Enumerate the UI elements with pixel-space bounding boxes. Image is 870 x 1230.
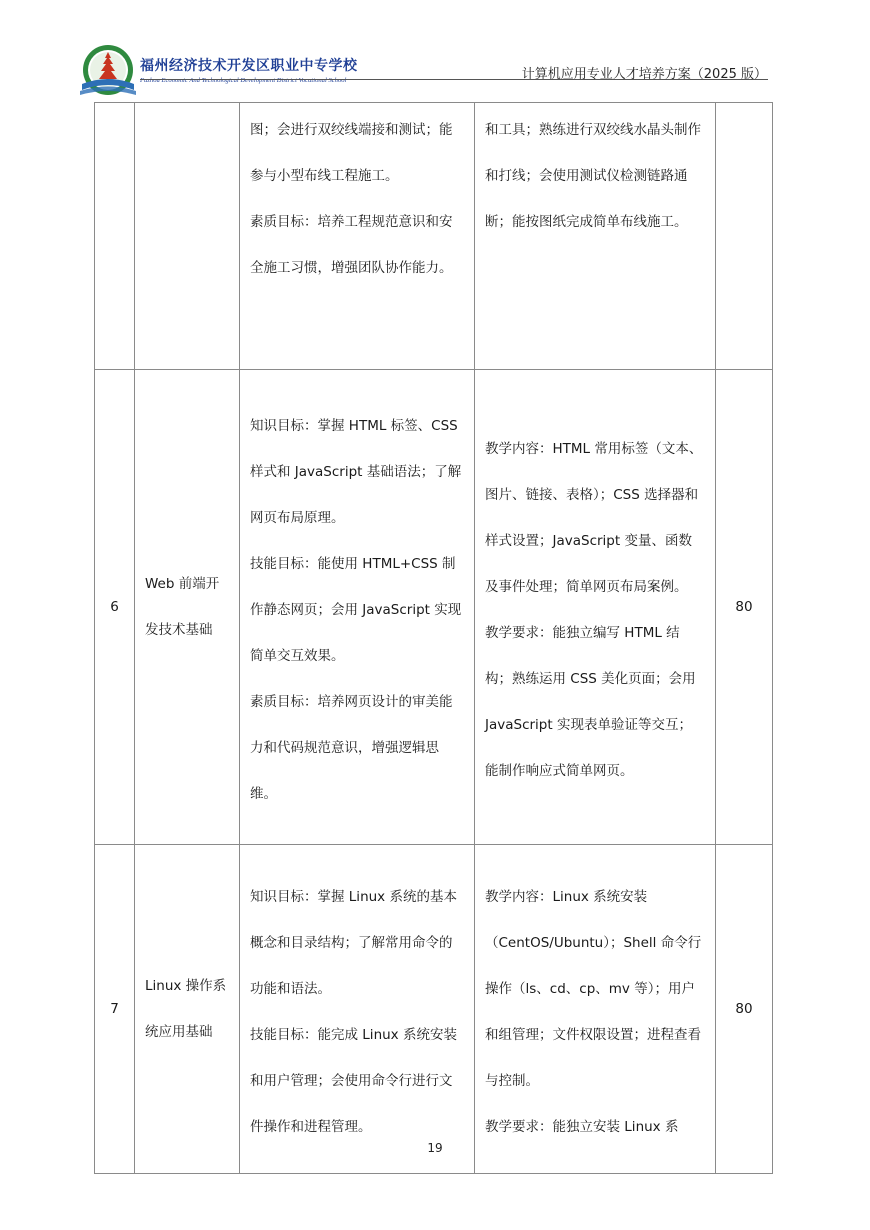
course-goals [240,845,475,1174]
goal-paragraph: 素质目标：培养工程规范意识和安全施工习惯，增强团队协作能力。 [250,214,453,276]
school-name-en: Fuzhou Economic And Technological Development District Vocational School [140,77,347,84]
goal-paragraph: 图；会进行双绞线端接和测试；能参与小型布线工程施工。 [250,122,453,184]
header-divider [140,79,768,80]
content-paragraph: 教学要求：能独立编写 HTML 结构；熟练运用 CSS 美化页面；会用 JavaScript 实现表单验证等交互；能制作响应式简单网页。 [485,625,696,779]
course-hours [716,103,773,370]
page-number: 19 [427,1141,443,1155]
course-goals [240,370,475,845]
course-name [135,103,240,370]
course-hours: 80 [716,845,773,1174]
course-name: Linux 操作系统应用基础 [135,845,240,1174]
course-table [94,102,773,1174]
course-goals [240,103,475,370]
table-row [95,845,773,1174]
table-row [95,370,773,845]
page-header [0,0,870,100]
course-number: 6 [95,370,135,845]
goal-paragraph: 知识目标：掌握 HTML 标签、CSS 样式和 JavaScript 基础语法；了解网页布局原理。 [250,418,462,526]
table-row [95,103,773,370]
course-number: 7 [95,845,135,1174]
course-number [95,103,135,370]
goal-paragraph: 技能目标：能使用 HTML+CSS 制作静态网页；会用 JavaScript 实现简单交互效果。 [250,556,462,664]
document-title: 计算机应用专业人才培养方案（2025 版） [521,67,767,82]
course-name: Web 前端开发技术基础 [135,370,240,845]
school-name-cn: 福州经济技术开发区职业中专学校 [140,58,358,74]
course-content [475,370,716,845]
course-hours: 80 [716,370,773,845]
school-emblem-icon [78,44,138,100]
goal-paragraph: 素质目标：培养网页设计的审美能力和代码规范意识，增强逻辑思维。 [250,694,453,802]
content-paragraph: 和工具；熟练进行双绞线水晶头制作和打线；会使用测试仪检测链路通断；能按图纸完成简单布线施工。 [485,122,701,230]
content-paragraph: 教学要求：能独立安装 Linux 系 [485,1119,679,1135]
course-content [475,845,716,1174]
goal-paragraph: 技能目标：能完成 Linux 系统安装和用户管理；会使用命令行进行文件操作和进程管理。 [250,1027,457,1135]
content-paragraph: 教学内容：Linux 系统安装（CentOS/Ubuntu）；Shell 命令行操作（ls、cd、cp、mv 等）；用户和组管理；文件权限设置；进程查看与控制。 [485,889,702,1089]
course-content [475,103,716,370]
goal-paragraph: 知识目标：掌握 Linux 系统的基本概念和目录结构；了解常用命令的功能和语法。 [250,889,457,997]
content-paragraph: 教学内容：HTML 常用标签（文本、图片、链接、表格）；CSS 选择器和样式设置；JavaScript 变量、函数及事件处理；简单网页布局案例。 [485,441,703,595]
